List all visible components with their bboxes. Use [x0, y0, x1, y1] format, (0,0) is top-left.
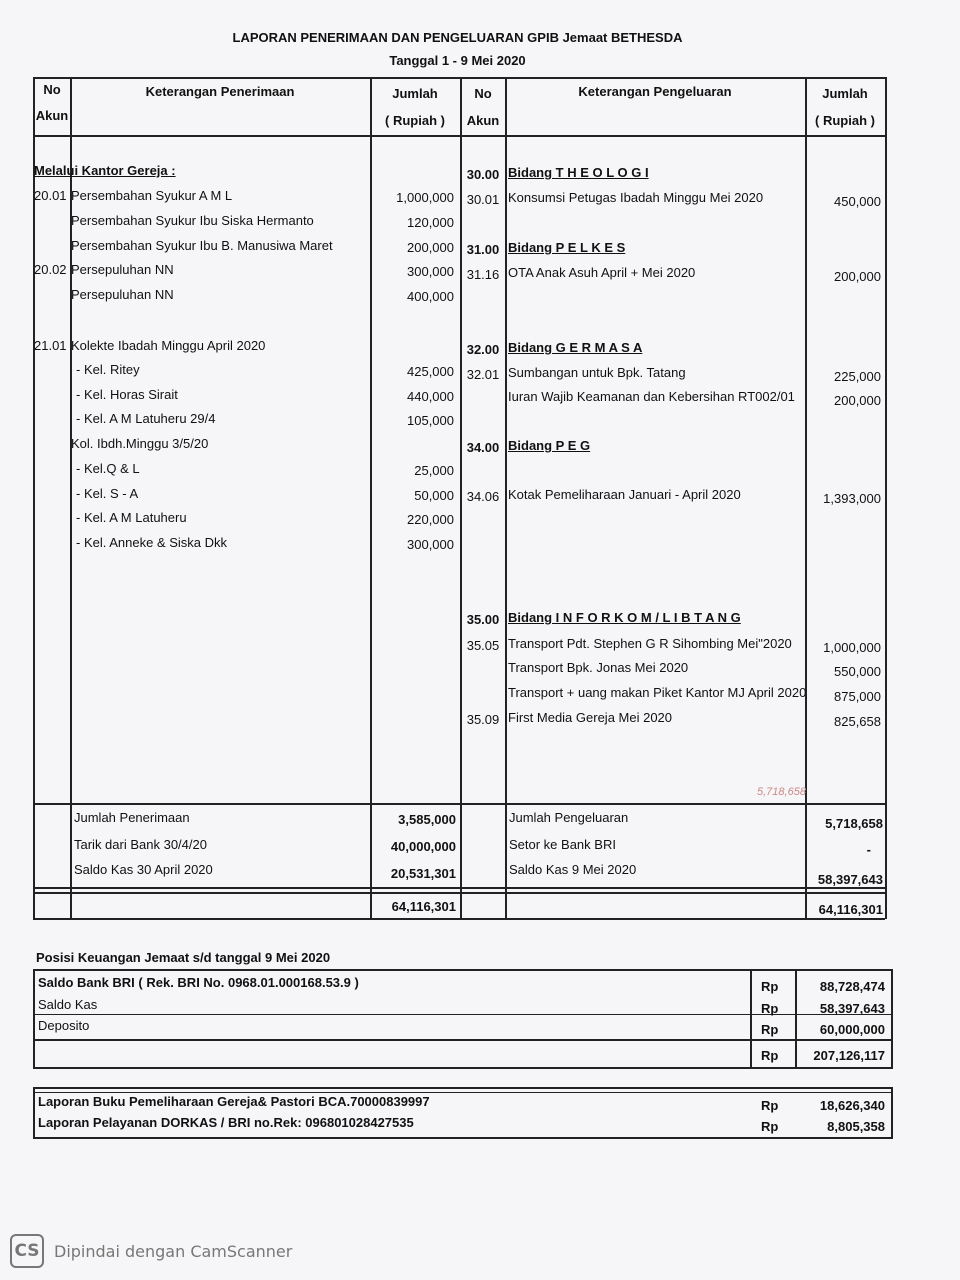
saldo-kas-akhir-label: Saldo Kas 9 Mei 2020 — [509, 862, 637, 877]
header-jumlah-left-1: Jumlah — [392, 86, 438, 101]
penerimaan-akun: 21.01 — [34, 338, 67, 353]
pengeluaran-keterangan: Transport + uang makan Piket Kantor MJ April 2020 — [508, 685, 807, 700]
pengeluaran-jumlah: 225,000 — [834, 369, 881, 384]
posisi-label: Saldo Bank BRI ( Rek. BRI No. 0968.01.000168.53.9 ) — [38, 975, 359, 990]
jumlah-pengeluaran-value: 5,718,658 — [825, 816, 883, 831]
header-no-akun-right-2: Akun — [466, 113, 500, 128]
posisi-divider-2 — [35, 1039, 891, 1041]
penerimaan-keterangan: - Kel. A M Latuheru — [76, 510, 187, 525]
posisi-label: Deposito — [38, 1018, 90, 1033]
posisi-box — [33, 969, 893, 1069]
laporan-currency: Rp — [761, 1119, 779, 1134]
pengeluaran-jumlah: 825,658 — [834, 714, 881, 729]
penerimaan-keterangan: Persembahan Syukur Ibu B. Manusiwa Maret — [71, 238, 333, 253]
penerimaan-jumlah: 300,000 — [407, 537, 454, 552]
col-line-1 — [70, 77, 72, 919]
report-subtitle: Tanggal 1 - 9 Mei 2020 — [389, 53, 526, 68]
pengeluaran-akun: 31.16 — [466, 267, 500, 282]
pengeluaran-keterangan: First Media Gereja Mei 2020 — [508, 710, 673, 725]
setor-bank-label: Setor ke Bank BRI — [509, 837, 616, 852]
table-bottom-border — [33, 918, 885, 920]
totals-bottom-border-1 — [33, 887, 885, 889]
penerimaan-jumlah: 300,000 — [407, 264, 454, 279]
grand-total-left: 64,116,301 — [391, 899, 456, 914]
penerimaan-keterangan: - Kel.Q & L — [76, 461, 140, 476]
jumlah-penerimaan-label: Jumlah Penerimaan — [74, 810, 190, 825]
tarik-bank-value: 40,000,000 — [390, 839, 456, 854]
posisi-heading: Posisi Keuangan Jemaat s/d tanggal 9 Mei 2020 — [36, 950, 331, 965]
penerimaan-keterangan: Persepuluhan NN — [71, 287, 174, 302]
posisi-currency: Rp — [761, 1022, 779, 1037]
header-keterangan-penerimaan: Keterangan Penerimaan — [145, 84, 295, 99]
pengeluaran-jumlah: 1,393,000 — [823, 491, 881, 506]
pengeluaran-akun: 35.00 — [466, 612, 500, 627]
penerimaan-jumlah: 105,000 — [407, 413, 454, 428]
pengeluaran-jumlah: 550,000 — [834, 664, 881, 679]
pengeluaran-jumlah: 450,000 — [834, 194, 881, 209]
col-line-4 — [505, 77, 507, 919]
penerimaan-akun: 20.01 — [34, 188, 67, 203]
pengeluaran-keterangan: OTA Anak Asuh April + Mei 2020 — [508, 265, 696, 280]
penerimaan-jumlah: 120,000 — [407, 215, 454, 230]
bidang-heading: Bidang P E L K E S — [508, 240, 626, 255]
penerimaan-keterangan: - Kel. Ritey — [76, 362, 140, 377]
pengeluaran-akun: 32.00 — [466, 342, 500, 357]
posisi-value: 58,397,643 — [819, 1001, 885, 1016]
pengeluaran-keterangan: Konsumsi Petugas Ibadah Minggu Mei 2020 — [508, 190, 764, 205]
col-line-0 — [33, 77, 35, 919]
camscanner-footer-text: Dipindai dengan CamScanner — [54, 1242, 293, 1261]
laporan-currency: Rp — [761, 1098, 779, 1113]
laporan-inner-line — [35, 1092, 891, 1093]
pengeluaran-keterangan: Iuran Wajib Keamanan dan Kebersihan RT002/01 — [508, 389, 795, 404]
pengeluaran-akun: 34.00 — [466, 440, 500, 455]
posisi-total-value: 207,126,117 — [813, 1048, 885, 1063]
posisi-value: 60,000,000 — [819, 1022, 885, 1037]
saldo-kas-awal-value: 20,531,301 — [390, 866, 456, 881]
posisi-total-currency: Rp — [761, 1048, 779, 1063]
penerimaan-jumlah: 400,000 — [407, 289, 454, 304]
penerimaan-keterangan: Kol. Ibdh.Minggu 3/5/20 — [71, 436, 209, 451]
penerimaan-keterangan: Persembahan Syukur A M L — [71, 188, 233, 203]
body-bottom-border — [33, 803, 885, 805]
penerimaan-keterangan: Persembahan Syukur Ibu Siska Hermanto — [71, 213, 314, 228]
header-no-akun-left-1: No — [43, 82, 61, 97]
posisi-currency: Rp — [761, 1001, 779, 1016]
laporan-label: Laporan Pelayanan DORKAS / BRI no.Rek: 096801028427535 — [38, 1115, 414, 1130]
pengeluaran-akun: 31.00 — [466, 242, 500, 257]
pengeluaran-keterangan: Transport Bpk. Jonas Mei 2020 — [508, 660, 689, 675]
posisi-currency: Rp — [761, 979, 779, 994]
handwritten-subtotal-note: 5,718,658 — [757, 786, 806, 798]
header-no-akun-right-1: No — [474, 86, 492, 101]
penerimaan-jumlah: 200,000 — [407, 240, 454, 255]
header-jumlah-right-2: ( Rupiah ) — [815, 113, 875, 128]
pengeluaran-keterangan: Transport Pdt. Stephen G R Sihombing Mei"2020 — [508, 636, 792, 651]
laporan-box — [33, 1087, 893, 1139]
penerimaan-jumlah: 425,000 — [407, 364, 454, 379]
header-keterangan-pengeluaran: Keterangan Pengeluaran — [578, 84, 732, 99]
pengeluaran-jumlah: 1,000,000 — [823, 640, 881, 655]
pengeluaran-akun: 35.05 — [466, 638, 500, 653]
penerimaan-keterangan: - Kel. Horas Sirait — [76, 387, 178, 402]
penerimaan-jumlah: 1,000,000 — [396, 190, 454, 205]
penerimaan-keterangan: - Kel. Anneke & Siska Dkk — [76, 535, 228, 550]
col-line-6 — [885, 77, 887, 919]
posisi-label: Saldo Kas — [38, 997, 98, 1012]
penerimaan-keterangan: Persepuluhan NN — [71, 262, 174, 277]
header-bottom-border — [33, 135, 885, 137]
header-jumlah-left-2: ( Rupiah ) — [385, 113, 445, 128]
bidang-heading: Bidang T H E O L O G I — [508, 165, 649, 180]
penerimaan-jumlah: 50,000 — [414, 488, 454, 503]
saldo-kas-awal-label: Saldo Kas 30 April 2020 — [74, 862, 213, 877]
table-top-border — [33, 77, 885, 79]
tarik-bank-label: Tarik dari Bank 30/4/20 — [74, 837, 207, 852]
bidang-heading: Bidang P E G — [508, 438, 591, 453]
report-title: LAPORAN PENERIMAAN DAN PENGELUARAN GPIB Jemaat BETHESDA — [232, 30, 683, 45]
totals-bottom-border-2 — [33, 892, 885, 894]
setor-bank-value: - — [866, 842, 871, 857]
pengeluaran-keterangan: Sumbangan untuk Bpk. Tatang — [508, 365, 686, 380]
jumlah-pengeluaran-label: Jumlah Pengeluaran — [509, 810, 629, 825]
bidang-heading: Bidang I N F O R K O M / L I B T A N G — [508, 610, 741, 625]
penerimaan-jumlah: 25,000 — [414, 463, 454, 478]
penerimaan-keterangan: - Kel. S - A — [76, 486, 139, 501]
grand-total-right: 64,116,301 — [818, 902, 883, 917]
penerimaan-akun: 20.02 — [34, 262, 67, 277]
penerimaan-keterangan: Kolekte Ibadah Minggu April 2020 — [71, 338, 266, 353]
penerimaan-jumlah: 220,000 — [407, 512, 454, 527]
header-no-akun-left-2: Akun — [35, 108, 69, 123]
saldo-kas-akhir-value: 58,397,643 — [817, 872, 883, 887]
pengeluaran-akun: 34.06 — [466, 489, 500, 504]
penerimaan-jumlah: 440,000 — [407, 389, 454, 404]
penerimaan-keterangan: - Kel. A M Latuheru 29/4 — [76, 411, 216, 426]
header-jumlah-right-1: Jumlah — [822, 86, 868, 101]
laporan-value: 18,626,340 — [819, 1098, 885, 1113]
pengeluaran-akun: 35.09 — [466, 712, 500, 727]
pengeluaran-akun: 32.01 — [466, 367, 500, 382]
pengeluaran-jumlah: 200,000 — [834, 393, 881, 408]
pengeluaran-akun: 30.00 — [466, 167, 500, 182]
camscanner-logo-icon: CS — [10, 1234, 44, 1268]
bidang-heading: Bidang G E R M A S A — [508, 340, 643, 355]
laporan-value: 8,805,358 — [827, 1119, 885, 1134]
pengeluaran-jumlah: 200,000 — [834, 269, 881, 284]
jumlah-penerimaan-value: 3,585,000 — [398, 812, 456, 827]
pengeluaran-keterangan: Kotak Pemeliharaan Januari - April 2020 — [508, 487, 741, 502]
pengeluaran-jumlah: 875,000 — [834, 689, 881, 704]
pengeluaran-akun: 30.01 — [466, 192, 500, 207]
laporan-label: Laporan Buku Pemeliharaan Gereja& Pastori BCA.70000839997 — [38, 1094, 430, 1109]
posisi-value: 88,728,474 — [819, 979, 885, 994]
penerimaan-section-label: Melalui Kantor Gereja : — [34, 163, 176, 178]
posisi-col-line-1 — [750, 971, 752, 1067]
